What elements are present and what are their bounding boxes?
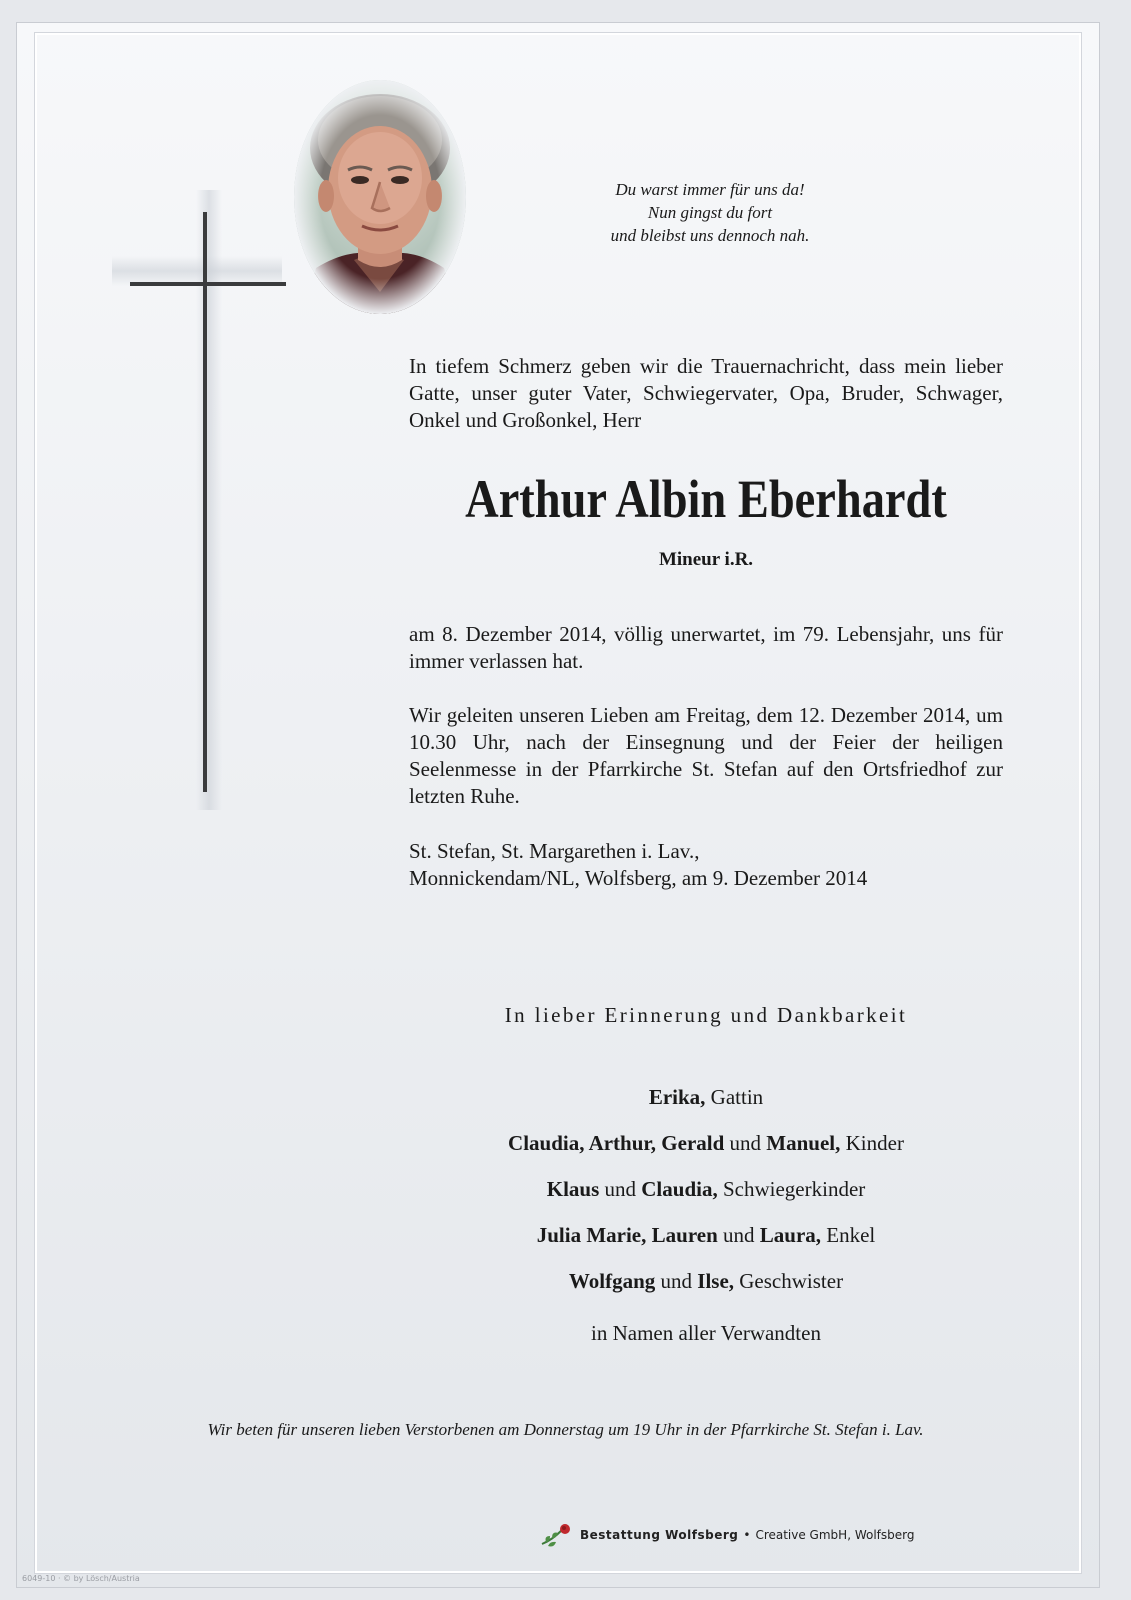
mourner-relation: Enkel xyxy=(826,1223,876,1247)
quote-line: und bleibst uns dennoch nah. xyxy=(610,226,810,245)
mourner-row xyxy=(409,1074,1003,1120)
funeral-home-company: Creative GmbH, Wolfsberg xyxy=(755,1528,915,1542)
mourner-names: Klaus xyxy=(546,1177,600,1201)
place-and-date xyxy=(409,838,1003,892)
mourner-row xyxy=(409,1212,1003,1258)
passing-text: am 8. Dezember 2014, völlig unerwartet, im 79. Lebensjahr, uns für immer verlassen hat. xyxy=(409,622,1003,673)
mourner-names: Laura, xyxy=(759,1223,822,1247)
memorial-quote xyxy=(550,178,870,247)
portrait-image xyxy=(292,78,468,316)
funeral-text: Wir geleiten unseren Lieben am Freitag, dem 12. Dezember 2014, um 10.30 Uhr, nach der Einsegnung und der Feier der heiligen Seelenmesse in der Pfarrkirche St. Stefan auf den Ortsfriedhof zur letzten Ruhe. xyxy=(409,703,1003,808)
mourner-relation: Kinder xyxy=(845,1131,904,1155)
print-mark: 6049-10 · © by Lösch/Austria xyxy=(22,1574,140,1583)
deceased-name: Arthur Albin Eberhardt xyxy=(465,469,947,529)
mourner-names: Erika, xyxy=(648,1085,706,1109)
mourner-row xyxy=(409,1120,1003,1166)
mourner-row xyxy=(409,1166,1003,1212)
quote-line: Nun gingst du fort xyxy=(647,203,773,222)
mourner-names: Claudia, xyxy=(641,1177,718,1201)
mourner-conjunction: und xyxy=(723,1223,755,1247)
quote-line: Du warst immer für uns da! xyxy=(615,180,805,199)
mourner-names: Manuel, xyxy=(766,1131,841,1155)
portrait-photo xyxy=(292,78,468,316)
footer-separator: • xyxy=(743,1528,751,1542)
mourner-names: Julia Marie, Lauren xyxy=(536,1223,718,1247)
mourner-names: Claudia, Arthur, Gerald xyxy=(508,1131,725,1155)
mourners-list xyxy=(409,1074,1003,1304)
funeral-home-footer xyxy=(540,1520,914,1550)
mourner-conjunction: und xyxy=(660,1269,693,1293)
mourner-relation: Schwiegerkinder xyxy=(722,1177,866,1201)
mourner-conjunction: und xyxy=(604,1177,637,1201)
cross-vertical-bar xyxy=(203,212,207,792)
mourner-conjunction: und xyxy=(729,1131,762,1155)
place-line: Monnickendam/NL, Wolfsberg, am 9. Dezember 2014 xyxy=(409,866,868,890)
deceased-title: Mineur i.R. xyxy=(658,549,754,570)
cross-horizontal-bar xyxy=(130,282,286,286)
mourner-row xyxy=(409,1258,1003,1304)
funeral-home-name: Bestattung Wolfsberg xyxy=(580,1528,739,1542)
prayer-notice: Wir beten für unseren lieben Verstorbenen am Donnerstag um 19 Uhr in der Pfarrkirche St. Stefan i. Lav. xyxy=(207,1420,924,1439)
mourner-relation: Gattin xyxy=(710,1085,764,1109)
cross-icon xyxy=(112,190,282,810)
place-line: St. Stefan, St. Margarethen i. Lav., xyxy=(409,839,700,863)
closing-line: in Namen aller Verwandten xyxy=(591,1321,821,1345)
rose-logo-icon xyxy=(540,1522,574,1548)
mourner-relation: Geschwister xyxy=(739,1269,844,1293)
announcement-intro: In tiefem Schmerz geben wir die Trauernachricht, dass mein lieber Gatte, unser guter Vater, Schwiegervater, Opa, Bruder, Schwager, Onkel und Großonkel, Herr xyxy=(409,354,1003,432)
mourner-names: Ilse, xyxy=(697,1269,735,1293)
mourner-names: Wolfgang xyxy=(568,1269,656,1293)
memory-heading: In lieber Erinnerung und Dankbarkeit xyxy=(504,1003,908,1027)
